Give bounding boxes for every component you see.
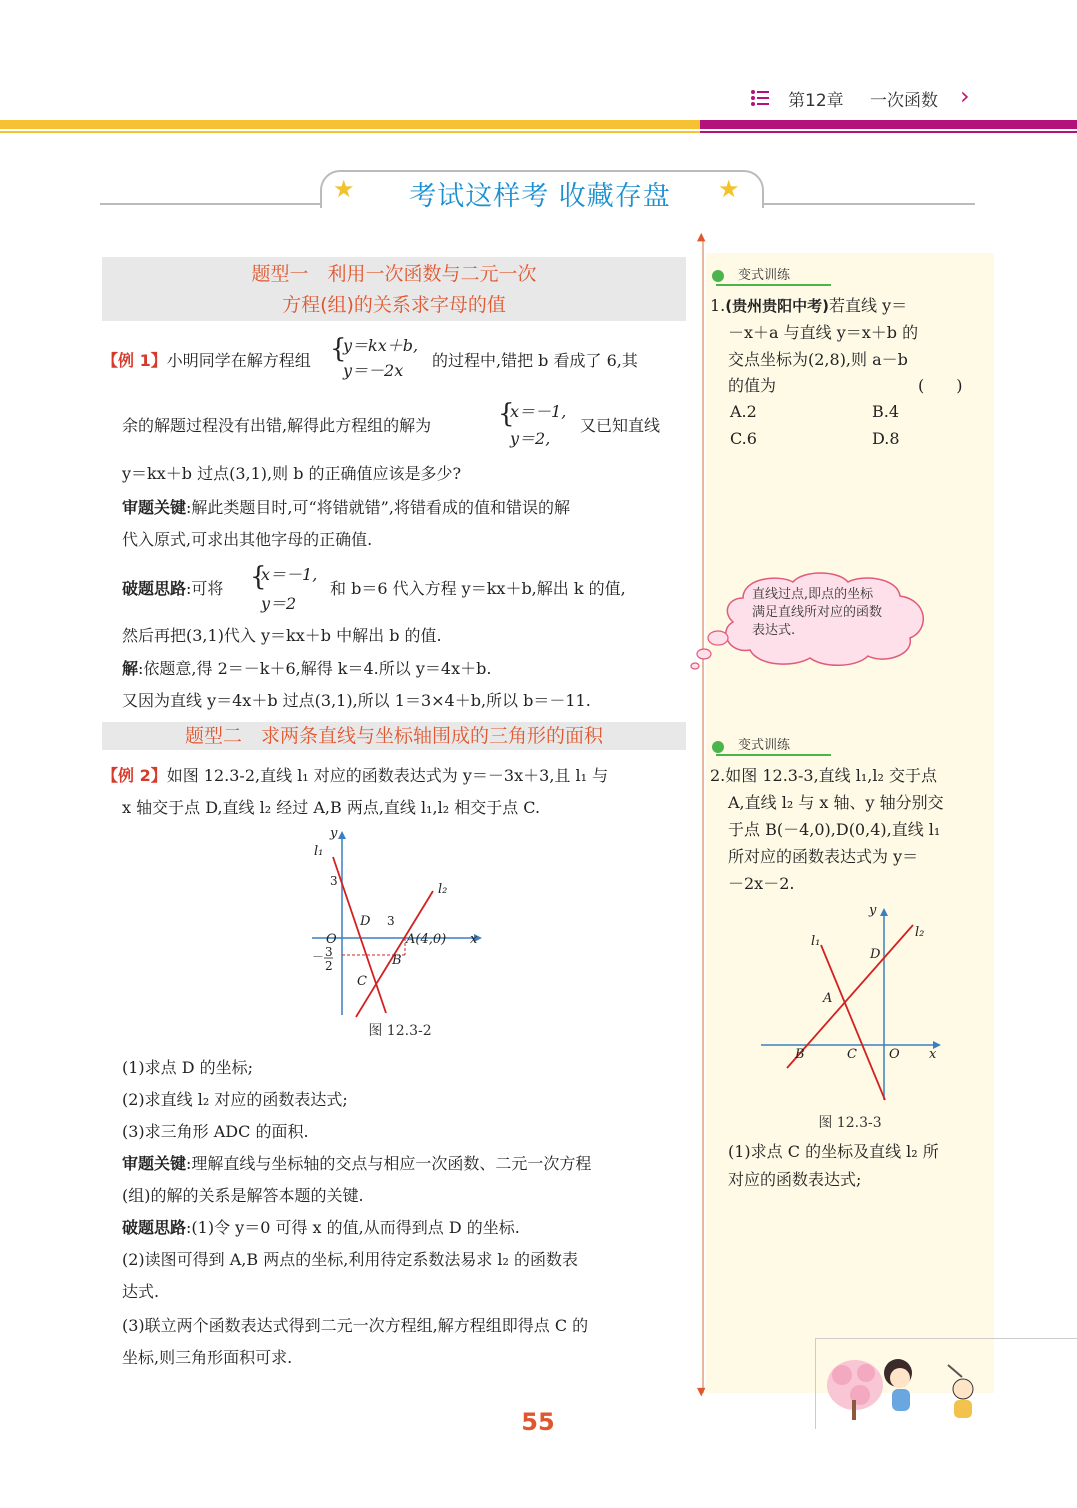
equation: y＝kx＋b, (343, 336, 419, 355)
example2-q1: (1)求点 D 的坐标; (122, 1058, 254, 1077)
key-text: :解此类题目时,可“将错就错”,将错看成的值和错误的解 (186, 498, 570, 517)
header-bar-yellow (0, 120, 700, 129)
idea-text: :(1)令 y＝0 可得 x 的值,从而得到点 D 的坐标. (186, 1218, 520, 1237)
example1-text: 的过程中,错把 b 看成了 6,其 (432, 351, 638, 370)
example2-tag: 【例 2】 (102, 766, 167, 785)
y-axis (880, 908, 888, 1100)
label-x: x (929, 1047, 937, 1062)
sidebar-q2-line3: 于点 B(－4,0),D(0,4),直线 l₁ (728, 820, 941, 839)
leaf-icon (712, 270, 724, 282)
example1-key2: 代入原式,可求出其他字母的正确值. (122, 530, 373, 549)
equation: y＝2 (261, 594, 297, 613)
label-D: D (360, 914, 371, 929)
equation-system-2 (510, 398, 566, 452)
cloud-text (752, 586, 882, 640)
label-minus: － (312, 950, 325, 964)
label-C: C (847, 1047, 857, 1062)
sidebar-q1-line4: 的值为 (728, 376, 777, 395)
chapter-number: 第12章 (788, 91, 844, 111)
practice-tag: 变式训练 (738, 268, 791, 283)
option-d[interactable]: D.8 (872, 429, 900, 448)
example2-line1 (102, 760, 608, 792)
header-bar-yellow-thin (0, 131, 700, 133)
chevron-right-icon[interactable]: › (960, 82, 970, 110)
practice-tag: 变式训练 (738, 738, 791, 753)
label-l2: l₂ (915, 925, 925, 940)
example1-tag: 【例 1】 (102, 351, 167, 370)
example2-idea3: 达式. (122, 1282, 160, 1301)
y-axis (338, 831, 346, 1015)
sidebar-q2-line4: 所对应的函数表达式为 y＝ (728, 847, 919, 866)
label-tick-3-x: 3 (387, 914, 395, 928)
sidebar-q2-line1: 2.如图 12.3-3,直线 l₁,l₂ 交于点 (710, 766, 937, 785)
header-bar-magenta-thin (700, 131, 1077, 133)
arrow-down-icon: ▼ (697, 1385, 706, 1398)
example2-idea (122, 1212, 520, 1244)
label-l1: l₁ (314, 844, 324, 859)
cartoon-illustration (820, 1345, 990, 1425)
option-a[interactable]: A.2 (730, 402, 757, 421)
example1-key (122, 492, 570, 524)
header-bar-magenta (700, 120, 1077, 129)
section1-heading (102, 257, 686, 321)
star-icon: ★ (718, 175, 740, 203)
example2-text: 如图 12.3-2,直线 l₁ 对应的函数表达式为 y＝－3x＋3,且 l₁ 与 (166, 766, 609, 785)
example2-q3: (3)求三角形 ADC 的面积. (122, 1122, 309, 1141)
label-A: A(4,0) (406, 932, 447, 947)
example2-idea5: 坐标,则三角形面积可求. (122, 1348, 293, 1367)
equation: x＝－1, (510, 402, 567, 421)
example1-line2: 余的解题过程没有出错,解得此方程组的解为 (122, 416, 432, 435)
sidebar-q2-sub1: (1)求点 C 的坐标及直线 l₂ 所 (728, 1142, 939, 1161)
solution-label: 解 (122, 659, 139, 678)
label-tick-3-y: 3 (330, 874, 338, 888)
equation-system-3 (261, 560, 317, 618)
equation: y＝－2x (343, 361, 404, 380)
cloud-line: 满足直线所对应的函数 (752, 605, 883, 620)
label-frac-num: 3 (325, 945, 333, 959)
label-A: A (823, 991, 833, 1006)
page-number: 55 (521, 1408, 555, 1436)
arrow-up-icon: ▲ (697, 230, 706, 243)
idea-label: 破题思路 (122, 1218, 187, 1237)
label-y: y (330, 826, 338, 841)
x-axis (312, 934, 482, 942)
brace: { (498, 399, 515, 429)
figure-12-3-3 (755, 900, 955, 1105)
example2-key (122, 1148, 591, 1180)
example2-idea2: (2)读图可得到 A,B 两点的坐标,利用待定系数法易求 l₂ 的函数表 (122, 1250, 579, 1269)
example1-idea (122, 573, 223, 605)
sidebar-q1-line1 (710, 292, 907, 320)
tag-underline (716, 754, 831, 756)
example1-solution (122, 653, 491, 685)
sidebar-q2-line5: －2x－2. (728, 874, 795, 893)
example2-line2: x 轴交于点 D,直线 l₂ 经过 A,B 两点,直线 l₁,l₂ 相交于点 C. (122, 798, 541, 817)
example2-q2: (2)求直线 l₂ 对应的函数表达式; (122, 1090, 348, 1109)
line-l1 (333, 857, 386, 1013)
example1-idea-b: 和 b＝6 代入方程 y＝kx＋b,解出 k 的值, (330, 579, 626, 598)
sidebar-divider (702, 238, 704, 1393)
idea-text: :可将 (186, 579, 224, 598)
brace: { (250, 562, 267, 592)
equation: y＝2, (510, 429, 551, 448)
figure-caption: 图 12.3-2 (368, 1023, 432, 1039)
banner-title: 考试这样考 收藏存盘 (409, 181, 671, 212)
example1-text: 小明同学在解方程组 (166, 351, 311, 370)
sidebar-q1-line3: 交点坐标为(2,8),则 a－b (728, 350, 908, 369)
solution-text: :依题意,得 2＝－k＋6,解得 k＝4.所以 y＝4x＋b. (138, 659, 492, 678)
sidebar-q1-line2: －x＋a 与直线 y＝x＋b 的 (728, 323, 919, 342)
label-B: B (795, 1047, 805, 1062)
example1-idea2: 然后再把(3,1)代入 y＝kx＋b 中解出 b 的值. (122, 626, 442, 645)
example2-idea4: (3)联立两个函数表达式得到二元一次方程组,解方程组即得点 C 的 (122, 1316, 589, 1335)
label-origin: O (889, 1047, 900, 1062)
label-B: B (392, 953, 402, 968)
label-x: x (470, 932, 478, 947)
figure-12-3-2 (300, 825, 490, 1025)
equation-system-1 (343, 333, 418, 383)
label-l2: l₂ (438, 882, 448, 897)
tag-underline (716, 284, 831, 286)
label-l1: l₁ (811, 934, 821, 949)
answer-blank: ( ) (918, 376, 963, 395)
chapter-title: 一次函数 (870, 91, 938, 111)
example1-text: 又已知直线 (580, 416, 661, 435)
section1-title-line1: 题型一 利用一次函数与二元一次 (251, 263, 537, 285)
option-c[interactable]: C.6 (730, 429, 757, 448)
label-C: C (357, 974, 367, 989)
section2-heading: 题型二 求两条直线与坐标轴围成的三角形的面积 (102, 722, 686, 750)
key-text: :理解直线与坐标轴的交点与相应一次函数、二元一次方程 (186, 1154, 592, 1173)
equation: x＝－1, (261, 565, 318, 584)
section1-title-line2: 方程(组)的关系求字母的值 (282, 294, 506, 316)
chapter-header (750, 82, 990, 112)
label-frac-den: 2 (325, 959, 333, 973)
label-origin: O (326, 932, 337, 947)
brace: { (330, 334, 347, 364)
key-label: 审题关键 (122, 498, 187, 517)
idea-label: 破题思路 (122, 579, 187, 598)
q1-number: 1. (710, 296, 726, 315)
q1-text: 若直线 y＝ (828, 296, 908, 315)
example1-solution2: 又因为直线 y＝4x＋b 过点(3,1),所以 1＝3×4＋b,所以 b＝－11. (122, 691, 591, 710)
cloud-line: 表达式. (752, 623, 796, 638)
example1-line1 (102, 345, 311, 377)
q1-source: (贵州贵阳中考) (725, 297, 829, 315)
sidebar-q2-line2: A,直线 l₂ 与 x 轴、y 轴分别交 (728, 793, 944, 812)
sidebar-q2-sub2: 对应的函数表达式; (728, 1170, 862, 1189)
key-label: 审题关键 (122, 1154, 187, 1173)
label-D: D (870, 947, 881, 962)
example1-line3: y＝kx＋b 过点(3,1),则 b 的正确值应该是多少? (122, 464, 462, 483)
figure-caption: 图 12.3-3 (818, 1115, 882, 1131)
option-b[interactable]: B.4 (872, 402, 900, 421)
list-icon (750, 88, 770, 108)
star-icon: ★ (333, 175, 355, 203)
label-y: y (869, 903, 877, 918)
example2-key2: (组)的解的关系是解答本题的关键. (122, 1186, 364, 1205)
leaf-icon (712, 741, 724, 753)
cloud-line: 直线过点,即点的坐标 (752, 587, 874, 602)
